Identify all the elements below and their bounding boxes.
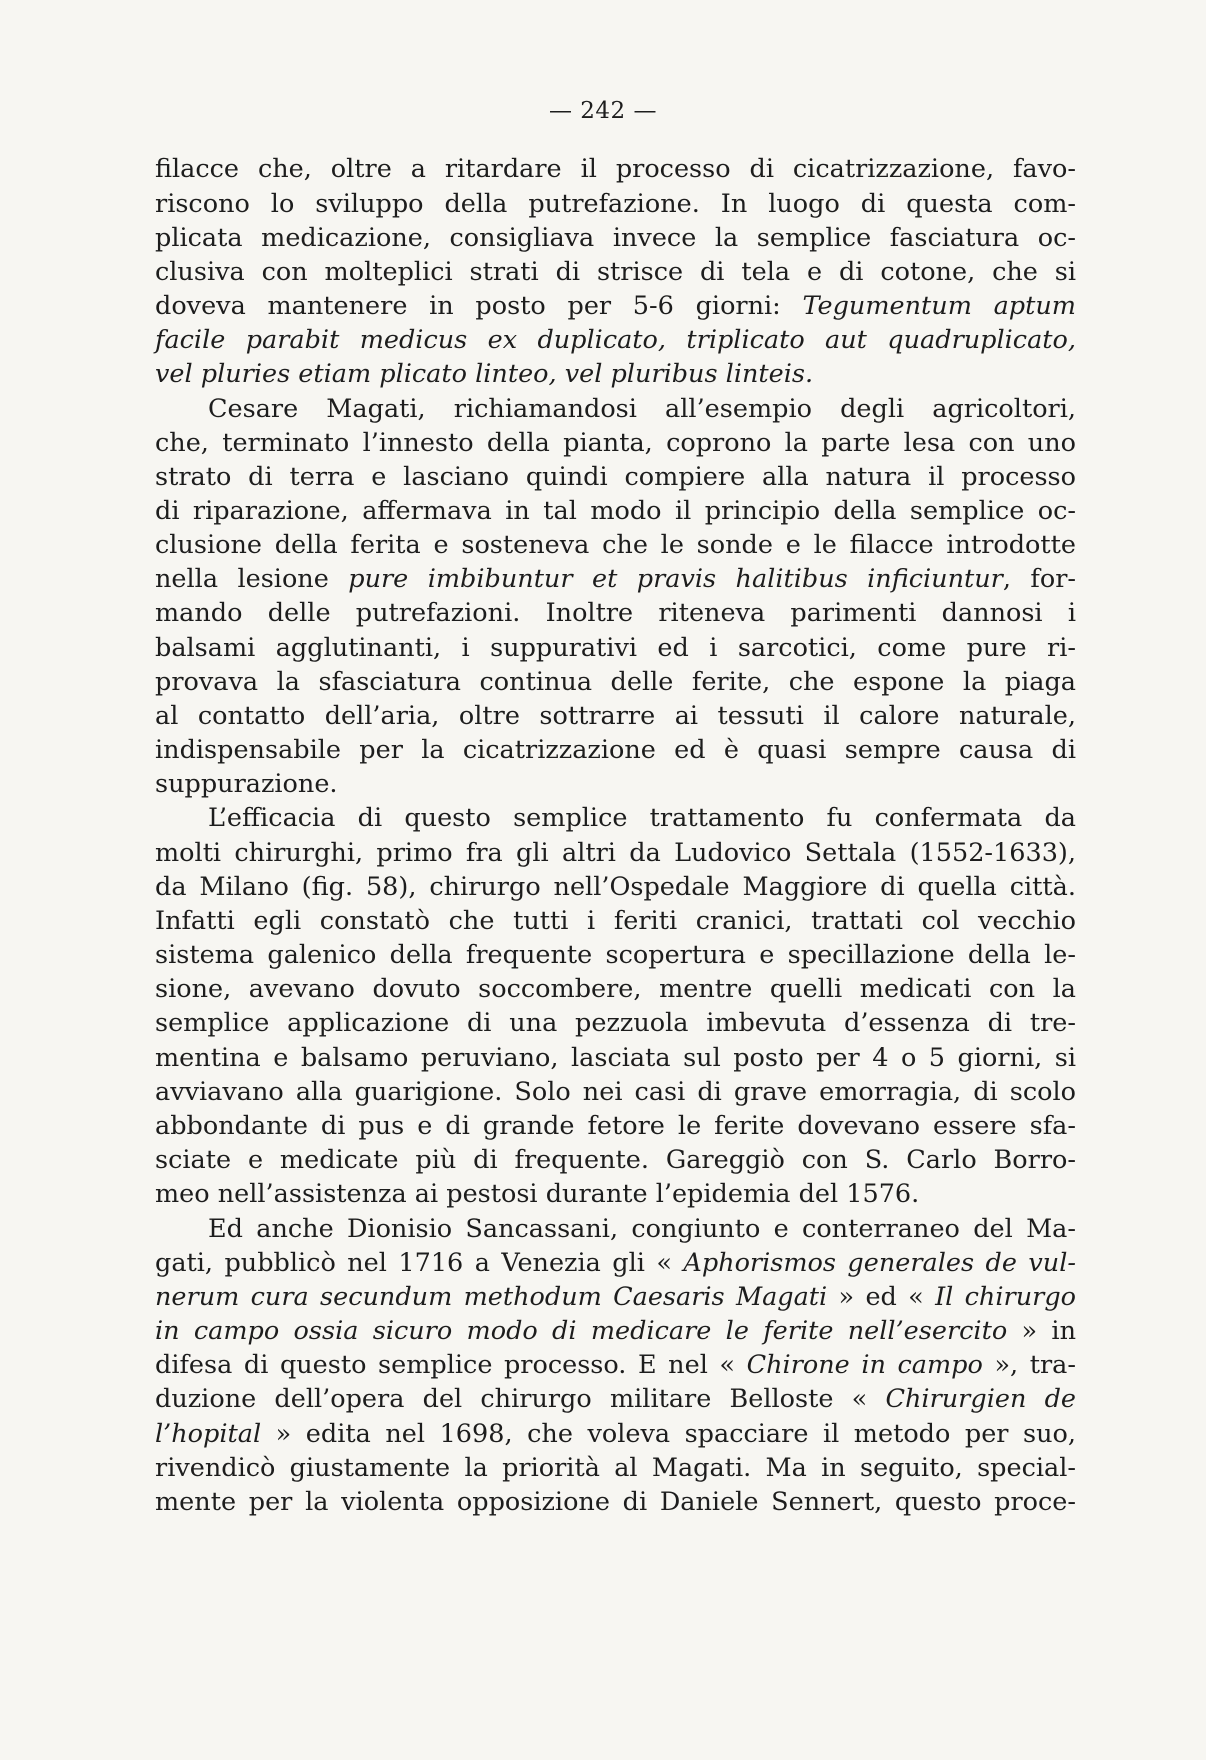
text-line: L’efficacia di questo semplice trattamento fu confermata da [208, 803, 1076, 833]
text-line: avviavano alla guarigione. Solo nei casi di grave emorragia, di scolo [155, 1077, 1076, 1107]
text-line: in campo ossia sicuro modo di medicare le ferite nell’esercito » in [155, 1316, 1076, 1346]
text-line: abbondante di pus e di grande fetore le ferite dovevano essere sfa- [155, 1111, 1076, 1141]
text-line: nerum cura secundum methodum Caesaris Magati » ed « Il chirurgo [155, 1282, 1076, 1312]
text-line: sciate e medicate più di frequente. Gareggiò con S. Carlo Borro- [155, 1145, 1076, 1175]
text-line: al contatto dell’aria, oltre sottrarre ai tessuti il calore naturale, [155, 701, 1076, 731]
text-line: di riparazione, affermava in tal modo il principio della semplice oc- [155, 496, 1076, 526]
text-line: gati, pubblicò nel 1716 a Venezia gli « Aphorismos generales de vul- [155, 1248, 1076, 1278]
text-line: l’hopital » edita nel 1698, che voleva spacciare il metodo per suo, [155, 1419, 1076, 1449]
text-line: indispensabile per la cicatrizzazione ed è quasi sempre causa di [155, 735, 1076, 765]
text-line: mente per la violenta opposizione di Daniele Sennert, questo proce- [155, 1487, 1076, 1517]
text-line: vel pluries etiam plicato linteo, vel pluribus linteis. [155, 359, 814, 389]
text-line: duzione dell’opera del chirurgo militare Belloste « Chirurgien de [155, 1384, 1076, 1414]
text-line: filacce che, oltre a ritardare il processo di cicatrizzazione, favo- [155, 154, 1076, 184]
text-line: provava la sfasciatura continua delle ferite, che espone la piaga [155, 667, 1076, 697]
text-line: doveva mantenere in posto per 5-6 giorni: Tegumentum aptum [155, 291, 1076, 321]
text-line: strato di terra e lasciano quindi compiere alla natura il processo [155, 462, 1076, 492]
text-line: meo nell’assistenza ai pestosi durante l’epidemia del 1576. [155, 1179, 920, 1209]
text-line: nella lesione pure imbibuntur et pravis halitibus inficiuntur, for- [155, 564, 1077, 594]
text-line: mando delle putrefazioni. Inoltre riteneva parimenti dannosi i [155, 598, 1076, 628]
text-line: semplice applicazione di una pezzuola imbevuta d’essenza di tre- [155, 1008, 1076, 1038]
text-line: che, terminato l’innesto della pianta, coprono la parte lesa con uno [155, 428, 1076, 458]
text-line: difesa di questo semplice processo. E nel « Chirone in campo », tra- [155, 1350, 1076, 1380]
text-line: suppurazione. [155, 769, 338, 799]
text-line: sistema galenico della frequente scopertura e specillazione della le- [155, 940, 1076, 970]
text-line: rivendicò giustamente la priorità al Magati. Ma in seguito, special- [155, 1453, 1076, 1483]
text-line: da Milano (fig. 58), chirurgo nell’Ospedale Maggiore di quella città. [155, 872, 1076, 902]
text-line: plicata medicazione, consigliava invece la semplice fasciatura oc- [155, 223, 1076, 253]
text-line: Infatti egli constatò che tutti i feriti cranici, trattati col vecchio [155, 906, 1076, 936]
text-line: molti chirurghi, primo fra gli altri da Ludovico Settala (1552-1633), [155, 838, 1076, 868]
text-line: balsami agglutinanti, i suppurativi ed i sarcotici, come pure ri- [155, 633, 1076, 663]
text-line: Cesare Magati, richiamandosi all’esempio degli agricoltori, [208, 394, 1076, 424]
text-line: riscono lo sviluppo della putrefazione. In luogo di questa com- [155, 189, 1076, 219]
text-line: facile parabit medicus ex duplicato, triplicato aut quadruplicato, [155, 325, 1076, 355]
text-line: mentina e balsamo peruviano, lasciata sul posto per 4 o 5 giorni, si [155, 1043, 1076, 1073]
text-line: sione, avevano dovuto soccombere, mentre quelli medicati con la [155, 974, 1076, 1004]
text-line: clusione della ferita e sosteneva che le sonde e le filacce introdotte [155, 530, 1076, 560]
text-line: Ed anche Dionisio Sancassani, congiunto e conterraneo del Ma- [208, 1214, 1076, 1244]
text-line: clusiva con molteplici strati di strisce di tela e di cotone, che si [155, 257, 1076, 287]
page-number: — 242 — [548, 98, 658, 124]
